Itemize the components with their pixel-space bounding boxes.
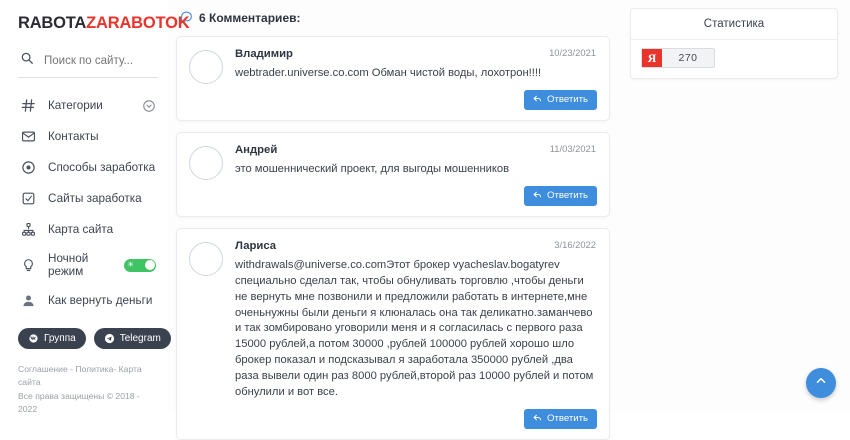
comment-text: webtrader.universe.co.com Обман чистой воды, лохотрон!!!! <box>235 67 542 79</box>
sidebar-item-label: Способы заработка <box>48 161 156 174</box>
comments-section <box>168 0 620 425</box>
sidebar-item-label: Ночной режим <box>48 252 89 278</box>
sidebar-item-earning-sites[interactable] <box>18 183 158 214</box>
check-square-icon <box>20 190 37 207</box>
sitemap-icon <box>20 221 37 238</box>
bulb-icon <box>20 257 37 274</box>
reply-label: Ответить <box>546 190 588 202</box>
comment-date: 10/23/2021 <box>549 47 596 58</box>
user-icon <box>20 292 37 309</box>
reply-button[interactable] <box>524 186 597 206</box>
logo-text-primary: RABOTA <box>18 14 87 32</box>
telegram-button[interactable] <box>94 328 171 349</box>
footer-legal-links[interactable]: Соглашение - Политика- Карта сайта <box>18 364 142 388</box>
telegram-label: Telegram <box>119 333 161 344</box>
avatar <box>189 146 223 180</box>
counter-value: 270 <box>662 49 714 67</box>
comment-author: Лариса <box>235 239 277 252</box>
logo-text-secondary: ZARABOTOK <box>86 14 190 32</box>
avatar <box>189 50 223 84</box>
comment-text: withdrawals@universe.co.comЭтот брокер vyacheslav.bogatyrev специально сделал так, чтобы обнуливать торговлю ,чтобы деньги не вернуть мне позвонили и предложили работать в интернете,мне оченьнужны были деньги я клюналась она так деликатно.заманчево и так зомбировано уговорили меня и я согласилась с первого раза 15000 рублей,а потом 30000 ,рублей 100000 рублей хорошо шло брокер показал и подсказывал я заработала 350000 рублей ,два раза вывели один раз 8000 рублей,второй раз 10000 рублей и потом обнулили и вот все. <box>235 258 594 399</box>
comment-date: 11/03/2021 <box>549 142 596 154</box>
reply-arrow-icon <box>533 190 542 202</box>
search-icon <box>20 51 34 70</box>
yandex-logo-icon: Я <box>642 49 662 67</box>
comment-text: это мошеннический проект, для выгоды мошенников <box>235 162 510 175</box>
sidebar-item-label: Карта сайта <box>48 223 114 236</box>
sidebar-item-label: Сайты заработка <box>48 192 142 205</box>
comment-date: 3/16/2022 <box>554 238 596 250</box>
yandex-metrica-counter[interactable] <box>641 48 715 68</box>
statistics-widget <box>630 8 838 79</box>
reply-label: Ответить <box>546 413 588 425</box>
reply-row <box>235 90 597 110</box>
sidebar-item-sitemap[interactable] <box>18 214 158 245</box>
night-mode-toggle[interactable] <box>124 259 156 272</box>
sidebar-item-label: Как вернуть деньги <box>48 294 153 307</box>
reply-button[interactable] <box>524 409 597 429</box>
search-input[interactable] <box>42 54 152 68</box>
hash-icon <box>20 97 37 114</box>
reply-row <box>235 186 597 206</box>
social-buttons <box>18 328 161 349</box>
vk-group-button[interactable] <box>18 328 86 349</box>
sidebar-item-refund[interactable] <box>18 285 158 316</box>
target-icon <box>20 159 37 176</box>
mail-icon <box>20 128 37 145</box>
avatar <box>189 242 223 276</box>
sidebar-item-night-mode[interactable] <box>18 245 158 285</box>
sidebar-item-categories[interactable] <box>18 90 158 121</box>
chevron-down-icon[interactable] <box>142 99 156 113</box>
telegram-icon <box>104 333 115 344</box>
comment-card <box>176 132 610 217</box>
comment-card <box>176 228 610 440</box>
comment-author: Владимир <box>235 48 293 60</box>
comment-author: Андрей <box>235 143 278 156</box>
reply-label: Ответить <box>546 94 588 106</box>
comment-card <box>176 36 610 121</box>
footer-copyright: Все права защищены © 2018 - 2022 <box>18 390 140 414</box>
sidebar <box>0 0 190 414</box>
toggle-knob <box>145 260 155 270</box>
sidebar-item-label: Контакты <box>48 130 99 143</box>
search-box[interactable] <box>18 47 158 78</box>
comments-heading <box>180 10 610 26</box>
statistics-widget-title: Статистика <box>631 9 837 40</box>
sidebar-item-earning-methods[interactable] <box>18 152 158 183</box>
sun-icon: ☀ <box>127 260 135 269</box>
reply-button[interactable] <box>524 90 597 110</box>
reply-arrow-icon <box>533 94 542 106</box>
sidebar-item-label: Категории <box>48 99 103 112</box>
site-logo[interactable] <box>18 14 190 33</box>
reply-row <box>235 409 597 429</box>
sidebar-item-contacts[interactable] <box>18 121 158 152</box>
vk-icon <box>28 333 39 344</box>
vk-group-label: Группа <box>44 333 76 344</box>
scroll-to-top-button[interactable] <box>806 368 836 398</box>
arrow-up-icon <box>814 374 828 393</box>
reply-arrow-icon <box>533 413 542 425</box>
comments-count-label: 6 Комментариев: <box>199 11 301 25</box>
right-sidebar <box>620 0 850 411</box>
sidebar-footer <box>18 363 158 416</box>
